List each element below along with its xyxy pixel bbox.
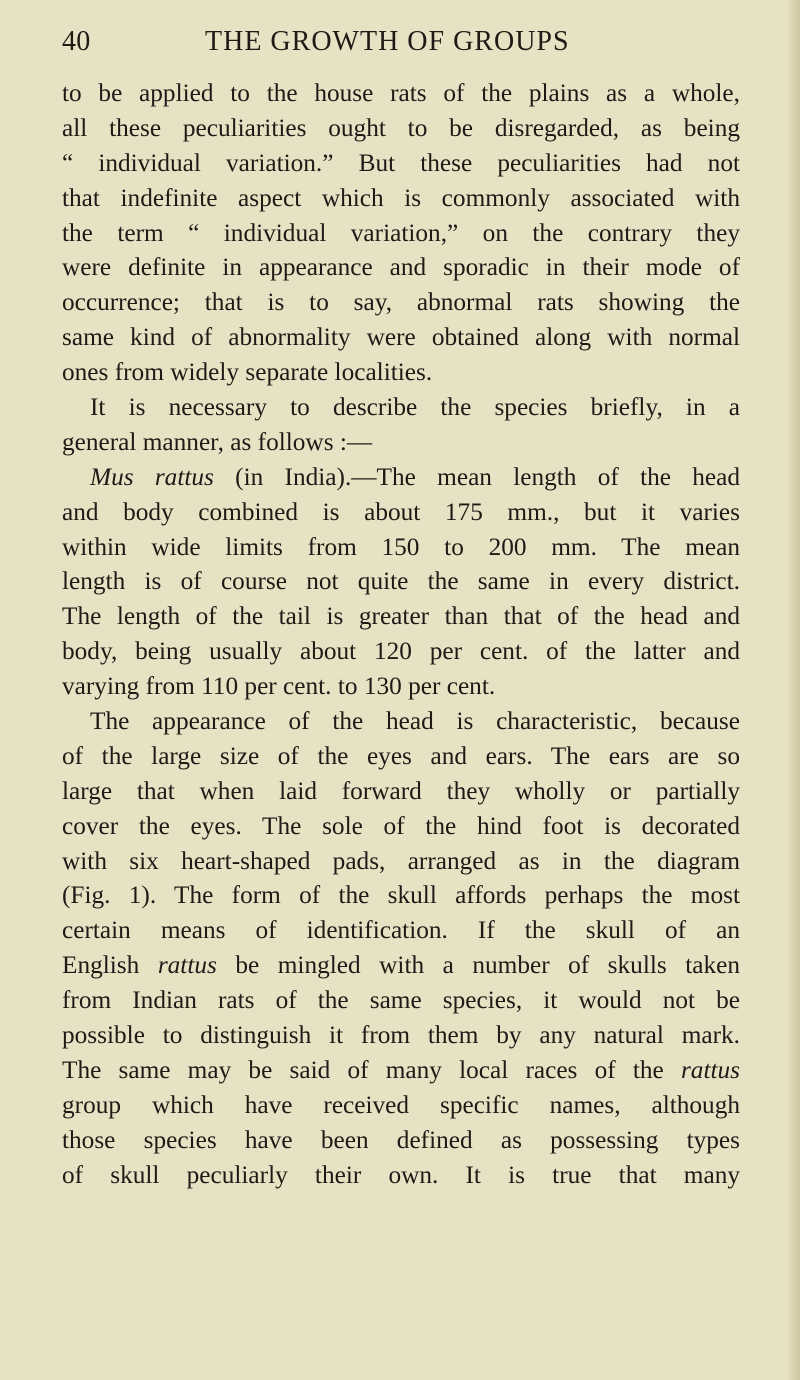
text-segment: “ individual variation.” But these peculiarities had not — [62, 148, 740, 177]
text-segment: and body combined is about 175 mm., but it varies — [62, 497, 740, 526]
text-line — [62, 809, 740, 844]
text-segment: those species have been defined as possessing types — [62, 1125, 740, 1154]
text-segment: large that when laid forward they wholly or partially — [62, 776, 740, 805]
text-line — [62, 948, 740, 983]
text-line — [62, 704, 740, 739]
text-segment: from Indian rats of the same species, it would not be — [62, 986, 740, 1015]
text-segment: The length of the tail is greater than that of the head and — [62, 602, 740, 631]
text-line — [62, 76, 740, 111]
text-segment: The appearance of the head is characteristic, because — [90, 707, 740, 736]
text-segment: ones from widely separate localities. — [62, 358, 433, 387]
text-line — [62, 1123, 740, 1158]
text-line — [62, 599, 740, 634]
text-segment: with six heart-shaped pads, arranged as in the diagram — [62, 846, 740, 875]
text-segment: cover the eyes. The sole of the hind foot is decorated — [62, 811, 740, 840]
text-segment: varying from 110 per cent. to 130 per cent. — [62, 672, 496, 701]
page-header — [62, 26, 740, 66]
text-segment: body, being usually about 120 per cent. of the latter and — [62, 637, 740, 666]
text-line — [62, 1158, 740, 1193]
text-line — [62, 1018, 740, 1053]
text-line — [62, 181, 740, 216]
text-line — [62, 634, 740, 669]
text-segment: be mingled with a number of skulls taken — [216, 951, 741, 980]
page-edge-shadow — [786, 0, 800, 1380]
text-segment: of skull peculiarly their own. It is true that many — [62, 1160, 740, 1189]
text-segment: certain means of identification. If the skull of an — [62, 916, 740, 945]
text-line — [62, 913, 740, 948]
text-segment: to be applied to the house rats of the plains as a whole, — [62, 79, 740, 107]
text-line — [62, 669, 740, 704]
text-line — [62, 250, 740, 285]
text-line — [62, 844, 740, 879]
text-segment: English — [62, 951, 158, 980]
text-segment: general manner, as follows :— — [62, 427, 373, 456]
text-line — [62, 355, 740, 390]
text-line — [62, 983, 740, 1018]
text-line — [62, 774, 740, 809]
text-line — [62, 460, 740, 495]
text-segment: (in India).—The mean length of the head — [213, 462, 740, 491]
running-title: THE GROWTH OF GROUPS — [205, 26, 570, 57]
italic-term: rattus — [680, 1055, 740, 1084]
body-text — [62, 76, 740, 1193]
text-segment: possible to distinguish it from them by any natural mark. — [62, 1021, 740, 1050]
text-line — [62, 564, 740, 599]
text-segment: were definite in appearance and sporadic in their mode of — [62, 253, 740, 282]
text-segment: group which have received specific names, although — [62, 1090, 740, 1119]
italic-term: Mus rattus — [90, 462, 214, 491]
text-line — [62, 425, 740, 460]
text-line — [62, 878, 740, 913]
text-line — [62, 285, 740, 320]
text-segment: of the large size of the eyes and ears. The ears are so — [62, 741, 740, 770]
italic-term: rattus — [157, 951, 217, 980]
text-segment: all these peculiarities ought to be disregarded, as being — [62, 113, 740, 142]
text-line — [62, 111, 740, 146]
text-segment: the term “ individual variation,” on the contrary they — [62, 218, 740, 247]
text-segment: same kind of abnormality were obtained along with normal — [62, 323, 740, 352]
text-line — [62, 320, 740, 355]
text-line — [62, 390, 740, 425]
text-segment: The same may be said of many local races of the — [62, 1055, 681, 1084]
text-line — [62, 495, 740, 530]
text-segment: length is of course not quite the same in every district. — [62, 567, 740, 596]
text-line — [62, 1088, 740, 1123]
text-segment: within wide limits from 150 to 200 mm. The mean — [62, 532, 740, 561]
text-segment: (Fig. 1). The form of the skull affords perhaps the most — [62, 881, 740, 910]
page-number: 40 — [62, 26, 91, 57]
text-segment: It is necessary to describe the species briefly, in a — [90, 393, 740, 422]
text-segment: occurrence; that is to say, abnormal rats showing the — [62, 288, 740, 317]
text-line — [62, 739, 740, 774]
text-line — [62, 216, 740, 251]
text-line — [62, 1053, 740, 1088]
text-segment: that indefinite aspect which is commonly associated with — [62, 183, 740, 212]
text-line — [62, 146, 740, 181]
text-line — [62, 530, 740, 565]
